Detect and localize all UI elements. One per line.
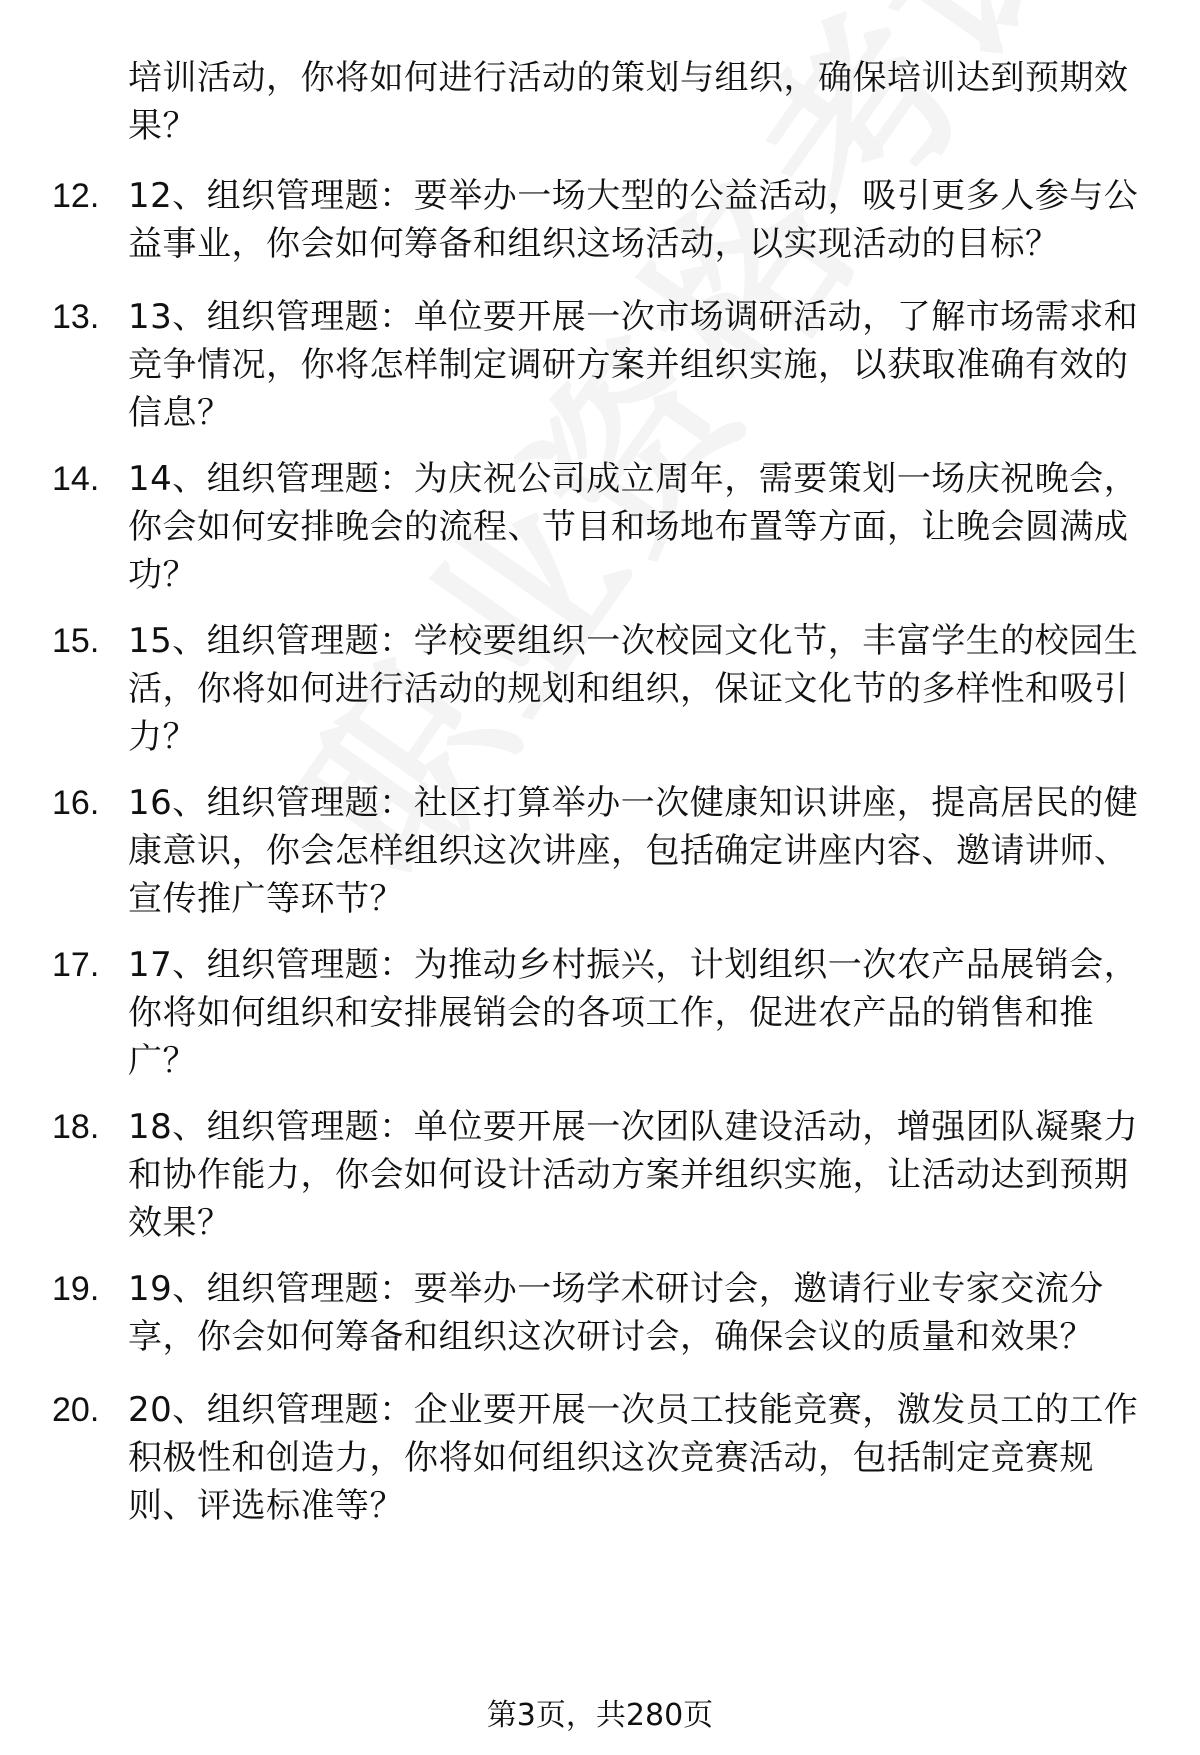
- item-text: 16、组织管理题：社区打算举办一次健康知识讲座，提高居民的健康意识，你会怎样组织这次讲座，包括确定讲座内容、邀请讲师、宣传推广等环节？: [128, 783, 1139, 919]
- item-text: 13、组织管理题：单位要开展一次市场调研活动，了解市场需求和竞争情况，你将怎样制定调研方案并组织实施，以获取准确有效的信息？: [128, 297, 1139, 433]
- item-text: 12、组织管理题：要举办一场大型的公益活动，吸引更多人参与公益事业，你会如何筹备和组织这场活动，以实现活动的目标？: [128, 176, 1139, 264]
- item-number: 17.: [52, 946, 100, 984]
- item-number: 16.: [52, 784, 100, 822]
- item-number: 13.: [52, 298, 100, 336]
- item-number: 20.: [52, 1391, 100, 1429]
- page-footer: 第3页，共280页: [486, 1698, 714, 1733]
- item-number: 19.: [52, 1270, 100, 1308]
- item-number: 14.: [52, 460, 100, 498]
- item-text: 15、组织管理题：学校要组织一次校园文化节，丰富学生的校园生活，你将如何进行活动的规划和组织，保证文化节的多样性和吸引力？: [128, 621, 1139, 757]
- item-text: 20、组织管理题：企业要开展一次员工技能竞赛，激发员工的工作积极性和创造力，你将如何组织这次竞赛活动，包括制定竞赛规则、评选标准等？: [128, 1390, 1139, 1526]
- continuation-text: 培训活动，你将如何进行活动的策划与组织，确保培训达到预期效果？: [128, 58, 1129, 146]
- item-number: 18.: [52, 1108, 100, 1146]
- item-number: 12.: [52, 177, 100, 215]
- item-number: 15.: [52, 622, 100, 660]
- item-text: 17、组织管理题：为推动乡村振兴，计划组织一次农产品展销会，你将如何组织和安排展销会的各项工作，促进农产品的销售和推广？: [128, 945, 1139, 1081]
- item-text: 19、组织管理题：要举办一场学术研讨会，邀请行业专家交流分享，你会如何筹备和组织这次研讨会，确保会议的质量和效果？: [128, 1269, 1104, 1357]
- item-text: 18、组织管理题：单位要开展一次团队建设活动，增强团队凝聚力和协作能力，你会如何设计活动方案并组织实施，让活动达到预期效果？: [128, 1107, 1139, 1243]
- item-text: 14、组织管理题：为庆祝公司成立周年，需要策划一场庆祝晚会，你会如何安排晚会的流程、节目和场地布置等方面，让晚会圆满成功？: [128, 459, 1139, 595]
